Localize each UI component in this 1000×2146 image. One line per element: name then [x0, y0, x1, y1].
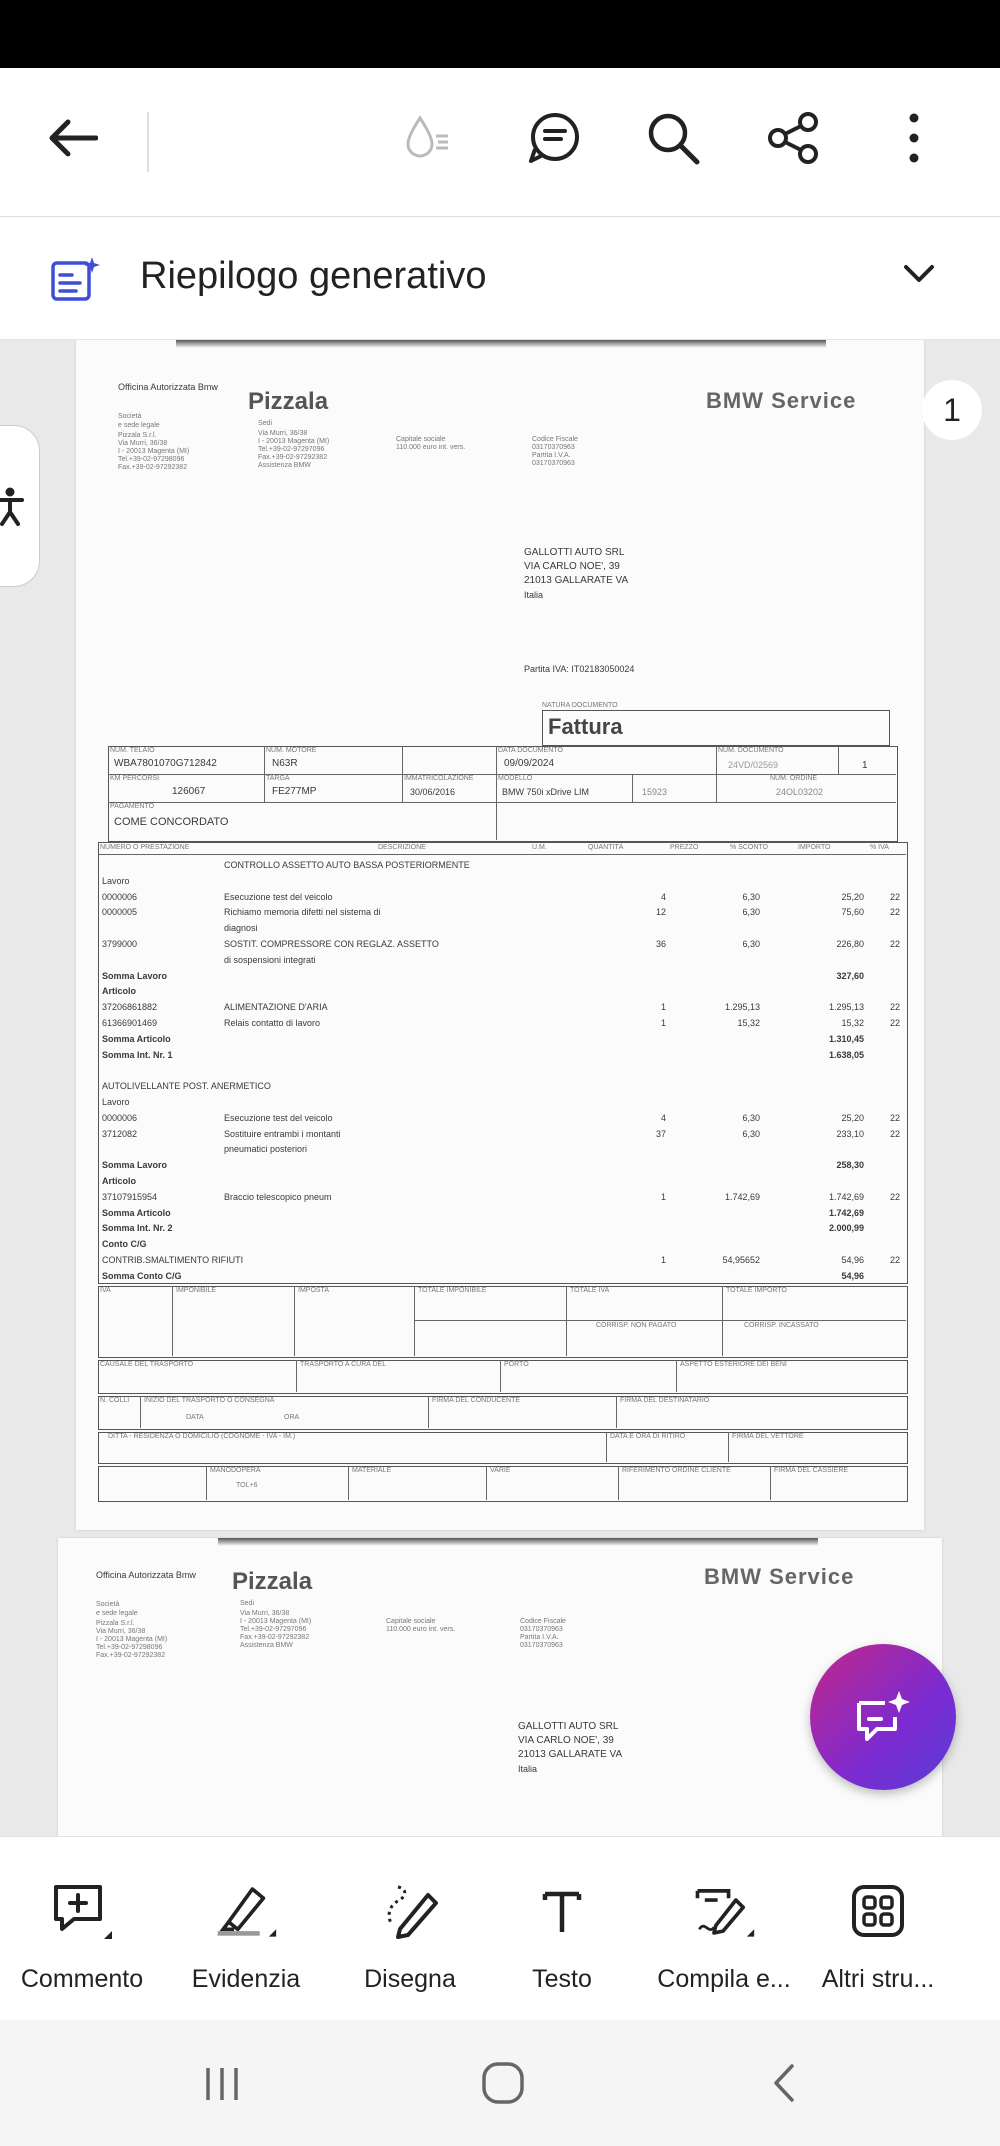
row-2-amount: 25,20 — [841, 892, 864, 902]
highlighter-icon — [214, 1879, 278, 1943]
row-21-iva: 22 — [889, 1192, 900, 1202]
row-9-iva: 22 — [889, 1002, 900, 1012]
bottom-tools-bar — [0, 1836, 1000, 2021]
home-icon[interactable] — [480, 2060, 526, 2111]
row-21-qty: 1 — [660, 1192, 666, 1202]
row-23-amount: 2.000,99 — [828, 1223, 864, 1233]
dealer-label: Officina Autorizzata Bmw — [118, 382, 218, 392]
more-vertical-icon[interactable] — [874, 98, 954, 178]
row-5-price: 6,30 — [742, 939, 760, 949]
dealer-logo: Pizzala — [232, 1568, 313, 1595]
row-17-code: 3712082 — [102, 1129, 138, 1139]
system-back-icon[interactable] — [766, 2060, 802, 2111]
items-table — [98, 842, 908, 1284]
row-25-code: CONTRIB.SMALTIMENTO RIFIUTI — [102, 1255, 244, 1265]
row-17-qty: 37 — [655, 1129, 666, 1139]
row-8-code: Articolo — [102, 986, 137, 996]
search-icon[interactable] — [633, 98, 713, 178]
doc-type: Fattura — [548, 714, 623, 739]
recipient-address: GALLOTTI AUTO SRL VIA CARLO NOE', 39 21013 GALLARATE VA Italia — [524, 547, 629, 600]
row-17-price: 6,30 — [742, 1129, 760, 1139]
row-21-code: 37107915954 — [102, 1192, 158, 1202]
row-17-iva: 22 — [889, 1129, 900, 1139]
tool-text[interactable]: Testo — [480, 1837, 644, 2021]
row-3-code: 0000005 — [102, 907, 138, 917]
recipient-vat: Partita IVA: IT02183050024 — [524, 664, 635, 674]
model: BMW 750i xDrive LIM — [502, 787, 590, 797]
ai-chat-sparkle-icon — [853, 1689, 913, 1745]
chevron-down-icon[interactable] — [902, 263, 936, 290]
row-9-code: 37206861882 — [102, 1002, 158, 1012]
row-9-qty: 1 — [660, 1002, 666, 1012]
row-21-desc: Braccio telescopico pneum — [224, 1192, 332, 1202]
generative-summary-bar[interactable] — [0, 217, 1000, 340]
tool-highlight[interactable]: Evidenzia — [164, 1837, 328, 2021]
capitale-sociale: Capitale sociale 110.000 euro int. vers. — [396, 436, 466, 451]
registration-date: 30/06/2016 — [410, 787, 456, 797]
recent-apps-icon[interactable] — [200, 2062, 244, 2111]
accessibility-tab[interactable] — [0, 425, 40, 587]
row-11-amount: 1.310,45 — [828, 1034, 864, 1044]
doc-type-label: NATURA DOCUMENTO — [542, 702, 618, 709]
row-3-price: 6,30 — [742, 907, 760, 917]
row-5-code: 3799000 — [102, 939, 138, 949]
top-toolbar — [0, 68, 1000, 217]
invoice-page-2 — [58, 1538, 942, 1836]
text-icon — [530, 1879, 594, 1943]
scan-shadow — [218, 1538, 818, 1546]
row-25-price: 54,95652 — [722, 1255, 760, 1265]
capitale-sociale: Capitale sociale 110.000 euro int. vers. — [386, 1618, 456, 1633]
row-25-qty: 1 — [660, 1255, 666, 1265]
engine-code: N63R — [272, 758, 298, 769]
row-26-amount: 54,96 — [841, 1271, 864, 1281]
sedi-label: Sedi — [258, 420, 273, 427]
sede-label: Società e sede legale — [96, 1601, 138, 1617]
codice-fiscale: Codice Fiscale 03170370963 Partita I.V.A. 03170370963 — [520, 1618, 566, 1649]
page-number: 1 — [862, 760, 868, 771]
row-11-code: Somma Articolo — [102, 1034, 171, 1044]
row-25-iva: 22 — [889, 1255, 900, 1265]
row-4-desc: diagnosi — [224, 923, 258, 933]
row-3-amount: 75,60 — [841, 907, 864, 917]
row-16-code: 0000006 — [102, 1113, 138, 1123]
row-3-qty: 12 — [655, 907, 666, 917]
row-16-amount: 25,20 — [841, 1113, 864, 1123]
sedi-label: Sedi — [240, 1600, 255, 1607]
row-5-iva: 22 — [889, 939, 900, 949]
row-16-desc: Esecuzione test del veicolo — [224, 1113, 333, 1123]
ai-assistant-button[interactable] — [810, 1644, 956, 1790]
row-0-desc: CONTROLLO ASSETTO AUTO BASSA POSTERIORMENTE — [224, 860, 470, 870]
row-12-amount: 1.638,05 — [828, 1050, 864, 1060]
fill-sign-icon — [692, 1879, 756, 1943]
payment-terms: COME CONCORDATO — [114, 816, 229, 828]
sedi-lines: Via Murri, 36/38 I - 20013 Magenta (MI) Tel.+39-02-97297096 Fax.+39-02-97292382 Assistenza BMW — [240, 1610, 312, 1649]
tool-more[interactable]: Altri stru... — [796, 1837, 960, 2021]
scan-shadow — [176, 340, 826, 348]
row-2-qty: 4 — [660, 892, 666, 902]
row-10-iva: 22 — [889, 1018, 900, 1028]
share-icon[interactable] — [754, 98, 834, 178]
document-date: 09/09/2024 — [504, 758, 555, 769]
row-22-amount: 1.742,69 — [828, 1208, 864, 1218]
document-number: 24VD/02569 — [728, 760, 779, 770]
back-arrow-icon[interactable] — [32, 98, 112, 178]
row-26-code: Somma Conto C/G — [102, 1271, 182, 1281]
row-14-code: AUTOLIVELLANTE POST. ANERMETICO — [102, 1081, 271, 1091]
tool-draw[interactable]: Disegna — [328, 1837, 492, 2021]
row-20-code: Articolo — [102, 1176, 137, 1186]
row-9-desc: ALIMENTAZIONE D'ARIA — [224, 1002, 328, 1012]
comment-add-icon — [50, 1879, 114, 1943]
dealer-logo: Pizzala — [248, 388, 329, 415]
row-10-qty: 1 — [660, 1018, 666, 1028]
toolbar-divider — [147, 112, 149, 172]
row-16-iva: 22 — [889, 1113, 900, 1123]
accessibility-icon — [0, 486, 25, 526]
row-17-amount: 233,10 — [836, 1129, 864, 1139]
vin: WBA7801070G712842 — [114, 758, 217, 769]
row-7-amount: 327,60 — [836, 971, 864, 981]
status-bar — [0, 0, 1000, 68]
row-23-code: Somma Int. Nr. 2 — [102, 1223, 173, 1233]
row-2-code: 0000006 — [102, 892, 138, 902]
row-19-amount: 258,30 — [836, 1160, 864, 1170]
row-10-code: 61366901469 — [102, 1018, 158, 1028]
row-24-code: Conto C/G — [102, 1239, 147, 1249]
comments-icon[interactable] — [514, 98, 594, 178]
row-2-desc: Esecuzione test del veicolo — [224, 892, 333, 902]
row-3-iva: 22 — [889, 907, 900, 917]
sede-lines: Pizzala S.r.l. Via Murri, 36/38 I - 20013 Magenta (MI) Tel.+39-02-97298096 Fax.+39-02-97292382 — [96, 1620, 168, 1659]
row-10-amount: 15,32 — [841, 1018, 864, 1028]
row-17-desc: Sostituire entrambi i montanti — [224, 1129, 341, 1139]
codice-fiscale: Codice Fiscale 03170370963 Partita I.V.A. 03170370963 — [532, 436, 578, 467]
page-indicator: 1 — [922, 380, 982, 440]
row-21-amount: 1.742,69 — [828, 1192, 864, 1202]
row-21-price: 1.742,69 — [724, 1192, 760, 1202]
more-tools-icon — [846, 1879, 910, 1943]
sedi-lines: Via Murri, 36/38 I - 20013 Magenta (MI) Tel.+39-02-97297096 Fax.+39-02-97292382 Assistenza BMW — [258, 430, 330, 469]
row-16-price: 6,30 — [742, 1113, 760, 1123]
document-viewer[interactable] — [0, 340, 1000, 1836]
tool-comment[interactable]: Commento — [0, 1837, 164, 2021]
order-number: 24OL03202 — [776, 787, 824, 797]
system-nav-bar — [0, 2020, 1000, 2146]
km: 126067 — [172, 786, 206, 797]
recipient-address: GALLOTTI AUTO SRL VIA CARLO NOE', 39 21013 GALLARATE VA Italia — [518, 1721, 623, 1774]
pencil-draw-icon — [378, 1879, 442, 1943]
row-16-qty: 4 — [660, 1113, 666, 1123]
row-10-desc: Relais contatto di lavoro — [224, 1018, 321, 1028]
ai-summary-icon — [50, 255, 102, 308]
row-5-desc: SOSTIT. COMPRESSORE CON REGLAZ. ASSETTO — [224, 939, 439, 949]
row-19-code: Somma Lavoro — [102, 1160, 168, 1170]
row-7-code: Somma Lavoro — [102, 971, 168, 981]
row-22-code: Somma Articolo — [102, 1208, 171, 1218]
tool-fill-sign[interactable]: Compila e... — [642, 1837, 806, 2021]
row-9-price: 1.295,13 — [724, 1002, 760, 1012]
row-25-amount: 54,96 — [841, 1255, 864, 1265]
sede-lines: Pizzala S.r.l. Via Murri, 36/38 I - 20013 Magenta (MI) Tel.+39-02-97298096 Fax.+39-02-97292382 — [118, 432, 190, 471]
summary-title: Riepilogo generativo — [140, 255, 487, 297]
dealer-label: Officina Autorizzata Bmw — [96, 1570, 196, 1580]
row-9-amount: 1.295,13 — [828, 1002, 864, 1012]
sede-label: Società e sede legale — [118, 413, 160, 429]
row-15-code: Lavoro — [102, 1097, 130, 1107]
row-10-price: 15,32 — [737, 1018, 760, 1028]
row-18-desc: pneumatici posteriori — [224, 1144, 308, 1154]
row-1-code: Lavoro — [102, 876, 130, 886]
read-aloud-icon[interactable] — [386, 98, 466, 178]
row-2-price: 6,30 — [742, 892, 760, 902]
row-12-code: Somma Int. Nr. 1 — [102, 1050, 173, 1060]
row-5-qty: 36 — [655, 939, 666, 949]
bmw-service-logo: BMW Service — [706, 388, 857, 413]
plate: FE277MP — [272, 786, 317, 797]
row-3-desc: Richiamo memoria difetti nel sistema di — [224, 907, 381, 917]
row-2-iva: 22 — [889, 892, 900, 902]
row-6-desc: di sospensioni integrati — [224, 955, 316, 965]
bmw-service-logo: BMW Service — [704, 1564, 855, 1589]
invoice-page-1: Officina Autorizzata Bmw Pizzala BMW Service Società e sede legale Pizzala S.r.l. Via Murri, 36/38 I - 20013 Magenta (MI) Tel.+39-02-97298096 Fax.+39-02-97292382 Sedi Via Murri, 36/38 I - 20013 Magenta (MI) Tel.+39-02-97297096 Fax.+39-02-97292382 Assistenza BMW Capitale sociale 110.000 euro int. vers. Codice Fiscale 03170370963 Partita I.V.A. 03170370963 GALLOTTI AUTO SRL VIA CARLO NOE', 39 21013 GALLARATE VA Italia Partita IVA: IT02183050024 NATURA DOCUMENTO Fattura NUM. TELAIO WBA7801070G712842 NUM. MOTORE N63R DATA DOCUMENTO 09/09/2024 NUM. DOCUMENTO 24VD/02569 1 KM PERCORSI 126067 TARGA FE277MP IMMATRICOLAZIONE 30/06/2016 MODELLO BMW 750i xDrive LIM 15923 NUM. ORDINE 24OL03202 PAGAMENTO COME CONCORDATO NUMERO O PRESTAZIONE DESCRIZIONE U.M. QUANTITÀ PREZZO % SCONTO IMPORTO % IVA CONTROLLO ASSETTO AUTO BASSA POSTERIORMENTE Lavoro 0000006 Esecuzione test del veicolo 4 6,30 25,20 22 0000005 Richiamo memoria difetti nel sistema di 12 6,30 75,60 22 diagnosi 3799000 SOSTIT. COMPRESSORE CON REGLAZ. ASSETTO 36 6,30 226,80 22 di sospensioni integrati Somma Lavoro 327,60 Articolo 37206861882 ALIMENTAZIONE D'ARIA 1 1.295,13 1.295,13 22 61366901469 Relais contatto di lavoro 1 15,32 15,32 22 Somma Articolo 1.310,45 Somma Int. Nr. 1 1.638,05 AUTOLIVELLANTE POST. ANERMETICO Lavoro 0000006 Esecuzione test del veicolo 4 6,30 25,20 22 3712082 Sostituire entrambi i montanti 37 6,30 233,10 22 pneumatici posteriori Somma Lavoro 258,30 Articolo 37107915954 Braccio telescopico pneum 1 1.742,69 1.742,69 22 Somma Articolo 1.742,69 Somma Int. Nr. 2 2.000,99 Conto C/G CONTRIB.SMALTIMENTO RIFIUTI 1 54,95652 54,96 22 Somma Conto C/G 54,96 IVA IMPONIBILE IMPOSTA TOTALE IMPONIBILE TOTALE IVA TOTALE IMPORTO CORRISP. NON PAGATO CORRISP. INCASSATO CAUSALE DEL TRASPORTO TRASPORTO A CURA DEL PORTO ASPETTO ESTERIORE DEI BENI N. COLLI INIZIO DEL TRASPORTO O CONSEGNA FIRMA DEL CONDUCENTE FIRMA DEL DESTINATARIO DATA ORA DITTA - RESIDENZA O DOMICILIO (COGNOME - IVA - IM.) DATA E ORA DI RITIRO FIRMA DEL VETTORE MANODOPERA MATERIALE VARIE RIFERIMENTO ORDINE CLIENTE FIRMA DEL CASSIERE TOL+6 — [76, 340, 924, 1530]
row-5-amount: 226,80 — [836, 939, 864, 949]
customer-code: 15923 — [642, 787, 668, 797]
